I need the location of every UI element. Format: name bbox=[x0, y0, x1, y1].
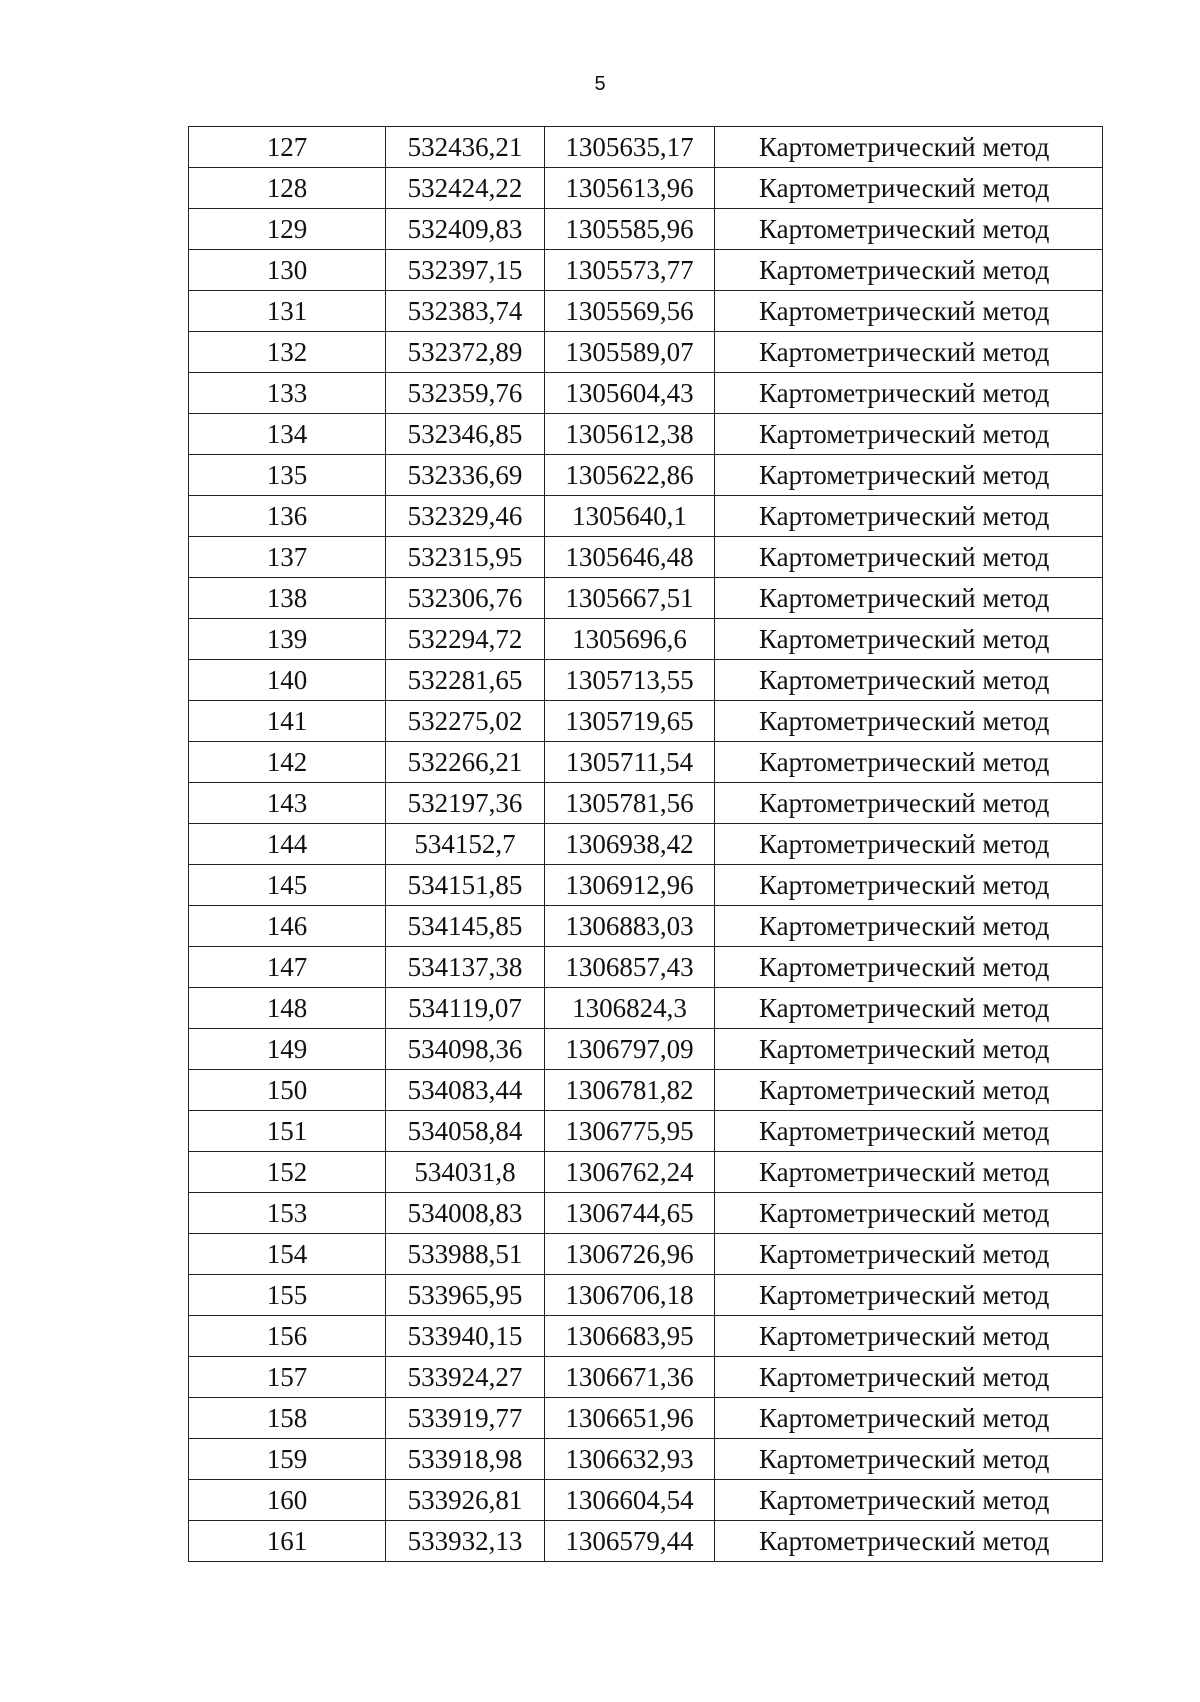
table-row bbox=[189, 1439, 1103, 1480]
table-row bbox=[189, 1316, 1103, 1357]
x-coordinate-cell: 532281,65 bbox=[386, 660, 545, 701]
method-cell: Картометрический метод bbox=[715, 209, 1103, 250]
table-row bbox=[189, 619, 1103, 660]
y-coordinate-cell: 1305696,6 bbox=[545, 619, 715, 660]
y-coordinate-cell: 1306604,54 bbox=[545, 1480, 715, 1521]
point-number-cell: 159 bbox=[189, 1439, 386, 1480]
table-row bbox=[189, 1111, 1103, 1152]
point-number-cell: 151 bbox=[189, 1111, 386, 1152]
y-coordinate-cell: 1305569,56 bbox=[545, 291, 715, 332]
method-cell: Картометрический метод bbox=[715, 619, 1103, 660]
y-coordinate-cell: 1306706,18 bbox=[545, 1275, 715, 1316]
point-number-cell: 141 bbox=[189, 701, 386, 742]
method-cell: Картометрический метод bbox=[715, 783, 1103, 824]
method-cell: Картометрический метод bbox=[715, 1316, 1103, 1357]
y-coordinate-cell: 1305713,55 bbox=[545, 660, 715, 701]
x-coordinate-cell: 533918,98 bbox=[386, 1439, 545, 1480]
table-row bbox=[189, 1193, 1103, 1234]
method-cell: Картометрический метод bbox=[715, 1193, 1103, 1234]
method-cell: Картометрический метод bbox=[715, 660, 1103, 701]
table-row bbox=[189, 783, 1103, 824]
method-cell: Картометрический метод bbox=[715, 578, 1103, 619]
table-row bbox=[189, 332, 1103, 373]
y-coordinate-cell: 1305613,96 bbox=[545, 168, 715, 209]
y-coordinate-cell: 1305622,86 bbox=[545, 455, 715, 496]
table-row bbox=[189, 537, 1103, 578]
y-coordinate-cell: 1305711,54 bbox=[545, 742, 715, 783]
x-coordinate-cell: 532197,36 bbox=[386, 783, 545, 824]
x-coordinate-cell: 533940,15 bbox=[386, 1316, 545, 1357]
point-number-cell: 127 bbox=[189, 127, 386, 168]
x-coordinate-cell: 532409,83 bbox=[386, 209, 545, 250]
table-row bbox=[189, 1152, 1103, 1193]
x-coordinate-cell: 532346,85 bbox=[386, 414, 545, 455]
y-coordinate-cell: 1305640,1 bbox=[545, 496, 715, 537]
point-number-cell: 152 bbox=[189, 1152, 386, 1193]
x-coordinate-cell: 532294,72 bbox=[386, 619, 545, 660]
method-cell: Картометрический метод bbox=[715, 1111, 1103, 1152]
table-row bbox=[189, 127, 1103, 168]
table-row bbox=[189, 168, 1103, 209]
x-coordinate-cell: 534008,83 bbox=[386, 1193, 545, 1234]
table-row bbox=[189, 701, 1103, 742]
y-coordinate-cell: 1306632,93 bbox=[545, 1439, 715, 1480]
y-coordinate-cell: 1306857,43 bbox=[545, 947, 715, 988]
x-coordinate-cell: 532275,02 bbox=[386, 701, 545, 742]
y-coordinate-cell: 1306938,42 bbox=[545, 824, 715, 865]
point-number-cell: 144 bbox=[189, 824, 386, 865]
x-coordinate-cell: 533926,81 bbox=[386, 1480, 545, 1521]
table-row bbox=[189, 496, 1103, 537]
y-coordinate-cell: 1306744,65 bbox=[545, 1193, 715, 1234]
y-coordinate-cell: 1306824,3 bbox=[545, 988, 715, 1029]
table-row bbox=[189, 742, 1103, 783]
point-number-cell: 149 bbox=[189, 1029, 386, 1070]
table-row bbox=[189, 1070, 1103, 1111]
point-number-cell: 129 bbox=[189, 209, 386, 250]
point-number-cell: 132 bbox=[189, 332, 386, 373]
table-row bbox=[189, 660, 1103, 701]
point-number-cell: 150 bbox=[189, 1070, 386, 1111]
method-cell: Картометрический метод bbox=[715, 1070, 1103, 1111]
table-row bbox=[189, 1029, 1103, 1070]
point-number-cell: 140 bbox=[189, 660, 386, 701]
method-cell: Картометрический метод bbox=[715, 1152, 1103, 1193]
y-coordinate-cell: 1305667,51 bbox=[545, 578, 715, 619]
point-number-cell: 154 bbox=[189, 1234, 386, 1275]
method-cell: Картометрический метод bbox=[715, 250, 1103, 291]
point-number-cell: 137 bbox=[189, 537, 386, 578]
table-row bbox=[189, 291, 1103, 332]
table-row bbox=[189, 1275, 1103, 1316]
point-number-cell: 148 bbox=[189, 988, 386, 1029]
x-coordinate-cell: 534098,36 bbox=[386, 1029, 545, 1070]
x-coordinate-cell: 533988,51 bbox=[386, 1234, 545, 1275]
method-cell: Картометрический метод bbox=[715, 1480, 1103, 1521]
method-cell: Картометрический метод bbox=[715, 742, 1103, 783]
method-cell: Картометрический метод bbox=[715, 537, 1103, 578]
method-cell: Картометрический метод bbox=[715, 332, 1103, 373]
x-coordinate-cell: 533932,13 bbox=[386, 1521, 545, 1562]
point-number-cell: 139 bbox=[189, 619, 386, 660]
point-number-cell: 153 bbox=[189, 1193, 386, 1234]
coordinates-table bbox=[188, 126, 1103, 1562]
y-coordinate-cell: 1305646,48 bbox=[545, 537, 715, 578]
y-coordinate-cell: 1305635,17 bbox=[545, 127, 715, 168]
method-cell: Картометрический метод bbox=[715, 1439, 1103, 1480]
x-coordinate-cell: 532315,95 bbox=[386, 537, 545, 578]
table-row bbox=[189, 578, 1103, 619]
method-cell: Картометрический метод bbox=[715, 947, 1103, 988]
point-number-cell: 128 bbox=[189, 168, 386, 209]
y-coordinate-cell: 1306762,24 bbox=[545, 1152, 715, 1193]
method-cell: Картометрический метод bbox=[715, 988, 1103, 1029]
y-coordinate-cell: 1305604,43 bbox=[545, 373, 715, 414]
y-coordinate-cell: 1306781,82 bbox=[545, 1070, 715, 1111]
method-cell: Картометрический метод bbox=[715, 1398, 1103, 1439]
x-coordinate-cell: 532359,76 bbox=[386, 373, 545, 414]
method-cell: Картометрический метод bbox=[715, 496, 1103, 537]
y-coordinate-cell: 1306579,44 bbox=[545, 1521, 715, 1562]
x-coordinate-cell: 534152,7 bbox=[386, 824, 545, 865]
x-coordinate-cell: 534119,07 bbox=[386, 988, 545, 1029]
method-cell: Картометрический метод bbox=[715, 865, 1103, 906]
point-number-cell: 143 bbox=[189, 783, 386, 824]
x-coordinate-cell: 532266,21 bbox=[386, 742, 545, 783]
method-cell: Картометрический метод bbox=[715, 824, 1103, 865]
method-cell: Картометрический метод bbox=[715, 373, 1103, 414]
point-number-cell: 135 bbox=[189, 455, 386, 496]
y-coordinate-cell: 1306912,96 bbox=[545, 865, 715, 906]
point-number-cell: 133 bbox=[189, 373, 386, 414]
table-row bbox=[189, 1398, 1103, 1439]
point-number-cell: 155 bbox=[189, 1275, 386, 1316]
x-coordinate-cell: 534145,85 bbox=[386, 906, 545, 947]
y-coordinate-cell: 1306671,36 bbox=[545, 1357, 715, 1398]
x-coordinate-cell: 532424,22 bbox=[386, 168, 545, 209]
x-coordinate-cell: 533965,95 bbox=[386, 1275, 545, 1316]
table-row bbox=[189, 1521, 1103, 1562]
method-cell: Картометрический метод bbox=[715, 1521, 1103, 1562]
page-number: 5 bbox=[594, 73, 606, 95]
table-row bbox=[189, 209, 1103, 250]
method-cell: Картометрический метод bbox=[715, 455, 1103, 496]
method-cell: Картометрический метод bbox=[715, 291, 1103, 332]
point-number-cell: 146 bbox=[189, 906, 386, 947]
table-row bbox=[189, 1357, 1103, 1398]
point-number-cell: 134 bbox=[189, 414, 386, 455]
table-row bbox=[189, 865, 1103, 906]
point-number-cell: 130 bbox=[189, 250, 386, 291]
y-coordinate-cell: 1306683,95 bbox=[545, 1316, 715, 1357]
method-cell: Картометрический метод bbox=[715, 1357, 1103, 1398]
table-row bbox=[189, 988, 1103, 1029]
table-row bbox=[189, 455, 1103, 496]
x-coordinate-cell: 532372,89 bbox=[386, 332, 545, 373]
table-row bbox=[189, 1234, 1103, 1275]
point-number-cell: 158 bbox=[189, 1398, 386, 1439]
y-coordinate-cell: 1306775,95 bbox=[545, 1111, 715, 1152]
method-cell: Картометрический метод bbox=[715, 127, 1103, 168]
point-number-cell: 138 bbox=[189, 578, 386, 619]
x-coordinate-cell: 532336,69 bbox=[386, 455, 545, 496]
table-row bbox=[189, 824, 1103, 865]
method-cell: Картометрический метод bbox=[715, 1234, 1103, 1275]
y-coordinate-cell: 1305781,56 bbox=[545, 783, 715, 824]
table-row bbox=[189, 373, 1103, 414]
x-coordinate-cell: 532329,46 bbox=[386, 496, 545, 537]
point-number-cell: 157 bbox=[189, 1357, 386, 1398]
method-cell: Картометрический метод bbox=[715, 906, 1103, 947]
point-number-cell: 147 bbox=[189, 947, 386, 988]
y-coordinate-cell: 1305719,65 bbox=[545, 701, 715, 742]
table-row bbox=[189, 906, 1103, 947]
x-coordinate-cell: 532436,21 bbox=[386, 127, 545, 168]
y-coordinate-cell: 1306726,96 bbox=[545, 1234, 715, 1275]
y-coordinate-cell: 1305573,77 bbox=[545, 250, 715, 291]
point-number-cell: 160 bbox=[189, 1480, 386, 1521]
y-coordinate-cell: 1306797,09 bbox=[545, 1029, 715, 1070]
y-coordinate-cell: 1305589,07 bbox=[545, 332, 715, 373]
x-coordinate-cell: 534058,84 bbox=[386, 1111, 545, 1152]
method-cell: Картометрический метод bbox=[715, 414, 1103, 455]
method-cell: Картометрический метод bbox=[715, 168, 1103, 209]
x-coordinate-cell: 534083,44 bbox=[386, 1070, 545, 1111]
coordinates-table-body bbox=[189, 127, 1103, 1562]
y-coordinate-cell: 1305585,96 bbox=[545, 209, 715, 250]
table-row bbox=[189, 414, 1103, 455]
y-coordinate-cell: 1306651,96 bbox=[545, 1398, 715, 1439]
x-coordinate-cell: 534151,85 bbox=[386, 865, 545, 906]
x-coordinate-cell: 534137,38 bbox=[386, 947, 545, 988]
x-coordinate-cell: 532383,74 bbox=[386, 291, 545, 332]
method-cell: Картометрический метод bbox=[715, 1029, 1103, 1070]
x-coordinate-cell: 532397,15 bbox=[386, 250, 545, 291]
point-number-cell: 161 bbox=[189, 1521, 386, 1562]
method-cell: Картометрический метод bbox=[715, 1275, 1103, 1316]
table-row bbox=[189, 250, 1103, 291]
point-number-cell: 131 bbox=[189, 291, 386, 332]
y-coordinate-cell: 1305612,38 bbox=[545, 414, 715, 455]
x-coordinate-cell: 533919,77 bbox=[386, 1398, 545, 1439]
method-cell: Картометрический метод bbox=[715, 701, 1103, 742]
table-row bbox=[189, 1480, 1103, 1521]
point-number-cell: 145 bbox=[189, 865, 386, 906]
x-coordinate-cell: 534031,8 bbox=[386, 1152, 545, 1193]
point-number-cell: 136 bbox=[189, 496, 386, 537]
x-coordinate-cell: 532306,76 bbox=[386, 578, 545, 619]
y-coordinate-cell: 1306883,03 bbox=[545, 906, 715, 947]
point-number-cell: 156 bbox=[189, 1316, 386, 1357]
table-row bbox=[189, 947, 1103, 988]
x-coordinate-cell: 533924,27 bbox=[386, 1357, 545, 1398]
point-number-cell: 142 bbox=[189, 742, 386, 783]
